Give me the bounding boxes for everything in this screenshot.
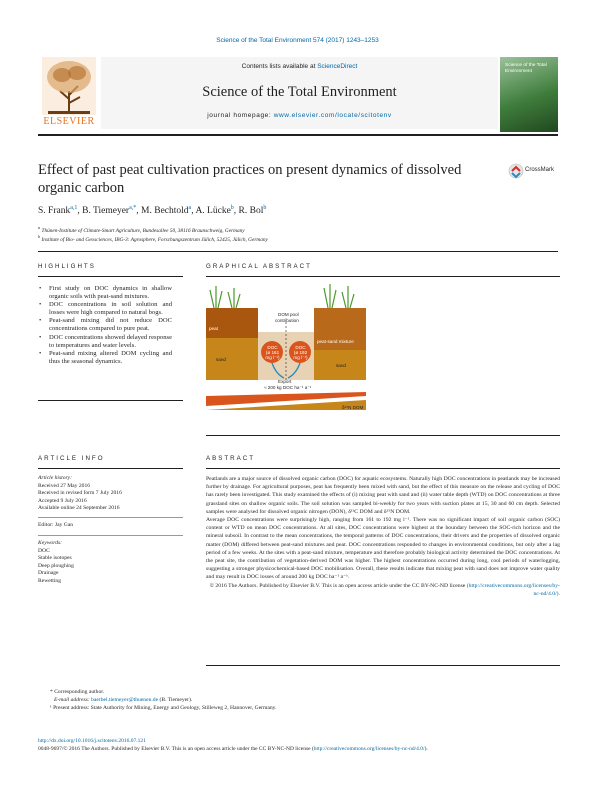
homepage-link[interactable]: www.elsevier.com/locate/scitotenv: [273, 112, 392, 119]
graphical-abstract-svg: [206, 282, 366, 416]
ga-sand-label-right: sand: [336, 363, 346, 368]
doi-link[interactable]: http://dx.doi.org/10.1016/j.scitotenv.2016.07.121: [38, 738, 146, 744]
bottom-block: [38, 738, 558, 753]
ga-doc-right-line: mg l⁻¹): [293, 355, 308, 360]
history-item: Accepted 9 July 2016: [38, 497, 87, 504]
license-line: [206, 582, 560, 598]
author-name: B. Tiemeyer: [82, 206, 130, 217]
header-rule: [38, 134, 558, 136]
journal-cover-thumbnail: [500, 57, 558, 132]
keyword: Stable isotopes: [38, 555, 72, 561]
sand-layer-left: [206, 338, 258, 380]
affiliation-text: Institute of Bio- and Geosciences, IBG-3: Agrosphere, Forschungszentrum Jülich, 52425, Jülich, Germany: [41, 236, 268, 243]
issn-line: [38, 746, 558, 754]
author-affil-sup[interactable]: a: [188, 205, 192, 211]
highlight-item: • Peat-sand mixing did not reduce DOC concentrations compared to pure peat.: [44, 317, 172, 333]
ga-peat-label: peat: [209, 326, 218, 331]
highlight-item: • First study on DOC dynamics in shallow organic soils with peat-sand mixtures.: [44, 285, 172, 301]
license-link[interactable]: (http://creativecommons.org/licenses/by-nc-nd/4.0/).: [466, 582, 560, 597]
ga-doc-right-line: DOC: [295, 345, 306, 350]
abstract-end-rule: [206, 665, 560, 666]
abstract-body: [206, 475, 560, 598]
highlights-list: [44, 285, 172, 366]
journal-reference[interactable]: Science of the Total Environment 574 (2017) 1243–1253: [216, 37, 379, 44]
email-link[interactable]: baerbel.tiemeyer@thuenen.de: [91, 696, 159, 703]
history-label: Article history:: [38, 475, 73, 481]
contents-prefix: Contents lists available at: [241, 63, 316, 70]
author-affil-sup[interactable]: a,*: [129, 205, 137, 211]
ga-export-value: ≈ 200 kg DOC ha⁻¹ a⁻¹: [264, 385, 312, 390]
author-name: M. Bechtold: [141, 206, 189, 217]
ga-ratio-label: DOC:DON ratio: [208, 389, 240, 394]
history-item: Available online 24 September 2016: [38, 505, 120, 511]
elsevier-wordmark: ELSEVIER: [43, 116, 95, 127]
ga-contribution-label: contribution: [275, 318, 299, 323]
present-address-note: ¹ Present address: State Authority for Mining, Energy and Geology, Stilleweg 2, Hannover, Germany.: [50, 704, 277, 711]
article-title: Effect of past peat cultivation practices on present dynamics of dissolved organic carbon: [38, 162, 462, 196]
article-info-rule: [38, 468, 183, 469]
divider: [38, 251, 558, 252]
graphical-abstract-end-rule: [206, 435, 560, 436]
ga-dom-pool-label: DOM pool: [278, 312, 299, 317]
issn-end: ).: [424, 745, 428, 752]
ga-sand-label-left: sand: [216, 357, 226, 362]
ga-doc-left-line: mg l⁻¹): [265, 355, 280, 360]
author-name: S. Frank: [38, 206, 71, 217]
email-label: E-mail address:: [54, 696, 90, 703]
highlight-item: • DOC concentrations showed delayed response to temperatures and water levels.: [44, 334, 172, 350]
editor-line: Editor: Jay Gan: [38, 517, 183, 530]
journal-homepage: [101, 112, 498, 119]
author-list: S. Frank$^{a,1}$, B. Tiemeyer$^{a,*}$, M. Bechtold$^a$, A. Lücke$^b$, R. Bol$^b$: [38, 205, 267, 217]
contents-line: [101, 63, 498, 70]
issn-text: 0048-9697/© 2016 The Authors. Published by Elsevier B.V. This is an open access article under the CC BY-NC-ND license (: [38, 745, 314, 752]
author-affil-sup[interactable]: b: [230, 205, 234, 211]
affiliation-a: [38, 225, 558, 234]
ga-doc-right-line: (ø 192: [293, 350, 308, 355]
history-item: Received 27 May 2016: [38, 482, 91, 489]
affiliation-b: [38, 234, 558, 243]
highlights-rule: [38, 276, 183, 277]
keyword: Rewetting: [38, 577, 61, 584]
affiliation-sup: b: [38, 234, 41, 239]
email-suffix: (B. Tiemeyer).: [159, 696, 193, 703]
keyword: Drainage: [38, 570, 59, 576]
affiliation-sup: a: [38, 225, 41, 230]
issn-license-link[interactable]: http://creativecommons.org/licenses/by-nc-nd/4.0/: [313, 745, 425, 752]
keyword: Deep ploughing: [38, 562, 74, 569]
ga-doc-left-line: (ø 161: [265, 350, 280, 355]
elsevier-logo: [38, 55, 100, 130]
author-affil-sup[interactable]: b: [263, 205, 267, 211]
graphical-abstract-heading: GRAPHICAL ABSTRACT: [206, 263, 312, 270]
crossmark-icon: [508, 163, 524, 179]
abstract-rule: [206, 468, 560, 469]
graphical-abstract-figure: [206, 282, 366, 416]
cover-title: Science of the Total Environment: [505, 63, 547, 74]
crossmark-label: CrossMark: [525, 167, 555, 173]
homepage-prefix: journal homepage:: [207, 112, 272, 119]
sciencedirect-link[interactable]: ScienceDirect: [317, 63, 358, 70]
highlights-end-rule: [38, 400, 183, 401]
license-text: © 2016 The Authors. Published by Elsevier B.V. This is an open access article under the CC BY-NC-ND license: [209, 582, 466, 589]
highlights-heading: HIGHLIGHTS: [38, 263, 96, 270]
ga-doc-right: [292, 345, 309, 360]
author-affil-sup[interactable]: a,1: [70, 205, 78, 211]
journal-title: Science of the Total Environment: [202, 84, 397, 100]
email-line: [38, 697, 558, 705]
grass-left-icon: [210, 286, 240, 308]
author-name: R. Bol: [238, 206, 264, 217]
highlight-item: • Peat-sand mixing altered DOM cycling and thus the seasonal dynamics.: [44, 350, 172, 366]
footnotes: [38, 689, 558, 712]
graphical-abstract-rule: [206, 276, 560, 277]
abstract-heading: ABSTRACT: [206, 455, 256, 462]
article-info-block: [38, 475, 183, 585]
grass-right-icon: [324, 284, 354, 308]
corresponding-note: * Corresponding author.: [50, 689, 105, 695]
abstract-paragraph: Peatlands are a major source of dissolved organic carbon (DOC) for aquatic ecosystems. Naturally high DOC concentrations in peatlands may be increased further by drainage. For agricultural purposes, peat has frequently been mixed with sand, but the effect of this measure on the release and cycling of DOC has rarely been investigated. This study examined the effects of (i) mixing peat with sand and (ii) water table depth (WTD) on DOC concentrations at three grassland sites on shallow organic soils. The soil solution was sampled bi-weekly for two years with suction plates at 15, 30 and 60 cm depth. Selected samples were analysed for dissolved organic nitrogen (DON), δ¹³C DOM and δ¹⁵N DOM.: [206, 476, 560, 515]
ga-doc-left-line: DOC: [267, 345, 278, 350]
author-name: A. Lücke: [195, 206, 231, 217]
abstract-paragraph: Average DOC concentrations were surprisingly high, ranging from 161 to 192 mg l⁻¹. There was no significant impact of soil organic carbon (SOC) content or WTD on mean DOC concentrations. At all sites, DOC concentrations were highest at the boundary between the SOC-rich horizon and the mineral subsoil. In contrast to the mean concentrations, the temporal patterns of DOC concentrations, their drivers and the properties of dissolved organic matter (DOM) differed between peat-sand mixtures and peat. DOC concentrations responded to changes in environmental conditions, but only after a lag period of a few weeks. At the sites with a peat-sand mixture, temperature and therefore probably biological activity determined the DOC concentrations. At the peat site, the contribution of vegetation-derived DOM was higher. The highest concentrations occurred during long, cool periods of waterlogging, suggesting a stronger physicochemical-based DOC mobilisation. Overall, these results indicate that mixing peat with sand does not improve water quality and may result in DOC losses of around 200 kg DOC ha⁻¹ a⁻¹.: [206, 517, 560, 581]
ga-delta-label: δ¹⁵N DOM: [342, 405, 364, 410]
ga-doc-left: [264, 345, 281, 360]
peat-layer: [206, 308, 258, 338]
article-info-heading: ARTICLE INFO: [38, 455, 105, 462]
ga-export-label: Export: [278, 379, 292, 384]
ga-mixture-label: peat-sand mixture: [317, 339, 354, 344]
history-item: Received in revised form 7 July 2016: [38, 490, 122, 496]
keywords-label: Keywords:: [38, 535, 183, 548]
affiliation-text: Thünen-Institute of Climate-Smart Agriculture, Bundesallee 50, 38116 Braunschweig, Germany: [41, 227, 245, 234]
highlight-item: • DOC concentrations in soil solution and losses were high compared to natural bogs.: [44, 301, 172, 317]
keyword: DOC: [38, 547, 50, 554]
crossmark-badge[interactable]: [508, 163, 560, 179]
